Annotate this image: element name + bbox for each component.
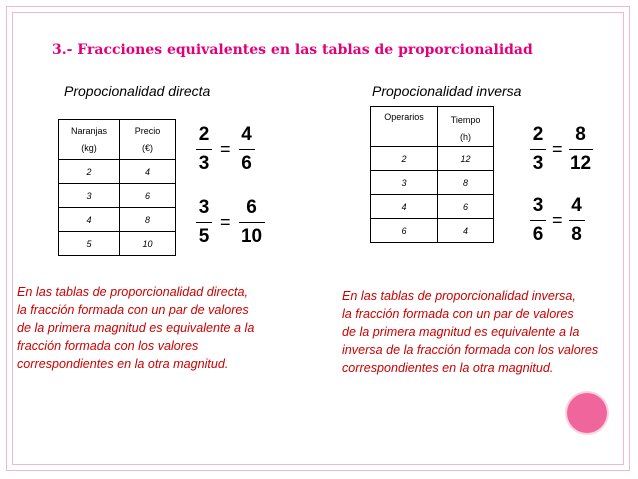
direct-table: [58, 119, 176, 256]
numerator: 6: [246, 197, 257, 218]
text-line: inversa de la fracción formada con los valores: [342, 343, 599, 357]
numerator: 3: [532, 195, 544, 216]
direct-heading: Propocionalidad directa: [64, 83, 211, 99]
table-header-row: [371, 107, 494, 147]
fraction: [239, 197, 265, 248]
table-cell: 3: [59, 184, 120, 208]
fraction-bar: [569, 220, 585, 221]
direct-explanation: [17, 283, 254, 373]
denominator: 10: [240, 226, 263, 247]
denominator: 12: [569, 153, 592, 174]
table-row: [59, 160, 176, 184]
table-cell: 4: [438, 219, 494, 243]
fraction-bar: [239, 222, 265, 223]
header-text: Precio (€): [134, 125, 161, 153]
text-line: fracción formada con los valores: [17, 339, 199, 353]
inverse-header-2: [438, 107, 494, 147]
table-row: [59, 184, 176, 208]
inverse-table: [370, 106, 494, 243]
fraction: [196, 197, 212, 248]
table-cell: 3: [371, 171, 438, 195]
table-row: [371, 171, 494, 195]
fraction: [530, 195, 546, 246]
table-cell: 2: [59, 160, 120, 184]
fraction-bar: [530, 220, 546, 221]
denominator: 3: [532, 153, 544, 174]
inverse-header-1: Operarios: [371, 107, 438, 147]
header-text: Tiempo (h): [450, 115, 481, 142]
slide-title: 3.- Fracciones equivalentes en las tablas de proporcionalidad: [52, 42, 533, 58]
table-cell: 8: [120, 208, 176, 232]
direct-header-1: [59, 120, 120, 160]
inverse-explanation: [342, 287, 598, 377]
fraction-bar: [196, 149, 212, 150]
table-cell: 4: [371, 195, 438, 219]
table-cell: 6: [371, 219, 438, 243]
table-cell: 12: [438, 147, 494, 171]
text-line: de la primera magnitud es equivalente a la: [17, 321, 255, 335]
equals-sign: =: [220, 139, 231, 159]
text-line: En las tablas de proporcionalidad inversa,: [342, 289, 576, 303]
fraction: [530, 124, 546, 175]
table-cell: 10: [120, 232, 176, 256]
denominator: 6: [532, 224, 544, 245]
table-row: [59, 208, 176, 232]
text-line: de la primera magnitud es equivalente a la: [342, 325, 580, 339]
fraction: [196, 124, 212, 175]
numerator: 2: [198, 124, 210, 145]
table-cell: 5: [59, 232, 120, 256]
fraction-bar: [239, 149, 255, 150]
equals-sign: =: [552, 139, 563, 159]
text-line: la fracción formada con un par de valores: [342, 307, 574, 321]
table-cell: 4: [120, 160, 176, 184]
numerator: 2: [532, 124, 544, 145]
denominator: 5: [198, 226, 210, 247]
denominator: 8: [571, 224, 582, 245]
table-row: [371, 219, 494, 243]
denominator: 6: [241, 153, 252, 174]
direct-header-2: [120, 120, 176, 160]
equals-sign: =: [552, 210, 563, 230]
text-line: correspondientes en la otra magnitud.: [342, 361, 554, 375]
table-header-row: [59, 120, 176, 160]
table-row: [59, 232, 176, 256]
table-cell: 2: [371, 147, 438, 171]
inverse-heading: Propocionalidad inversa: [372, 83, 522, 99]
numerator: 8: [575, 124, 586, 145]
numerator: 4: [241, 124, 252, 145]
fraction-bar: [530, 149, 546, 150]
table-cell: 8: [438, 171, 494, 195]
table-row: [371, 195, 494, 219]
fraction-bar: [569, 149, 593, 150]
direct-equation-2: [196, 197, 265, 248]
table-cell: 6: [438, 195, 494, 219]
table-cell: 4: [59, 208, 120, 232]
text-line: En las tablas de proporcionalidad directa,: [17, 285, 249, 299]
numerator: 4: [571, 195, 582, 216]
inverse-equation-1: [530, 124, 593, 175]
fraction: [239, 124, 255, 175]
fraction: [569, 195, 585, 246]
text-line: correspondientes en la otra magnitud.: [17, 357, 229, 371]
fraction-bar: [196, 222, 212, 223]
text-line: la fracción formada con un par de valores: [17, 303, 249, 317]
fraction: [569, 124, 593, 175]
inverse-equation-2: [530, 195, 585, 246]
table-row: [371, 147, 494, 171]
equals-sign: =: [220, 212, 231, 232]
numerator: 3: [198, 197, 210, 218]
table-cell: 6: [120, 184, 176, 208]
header-text: Naranjas (kg): [70, 125, 108, 153]
denominator: 3: [198, 153, 210, 174]
direct-equation-1: [196, 124, 255, 175]
decorative-pink-circle: [567, 393, 607, 433]
